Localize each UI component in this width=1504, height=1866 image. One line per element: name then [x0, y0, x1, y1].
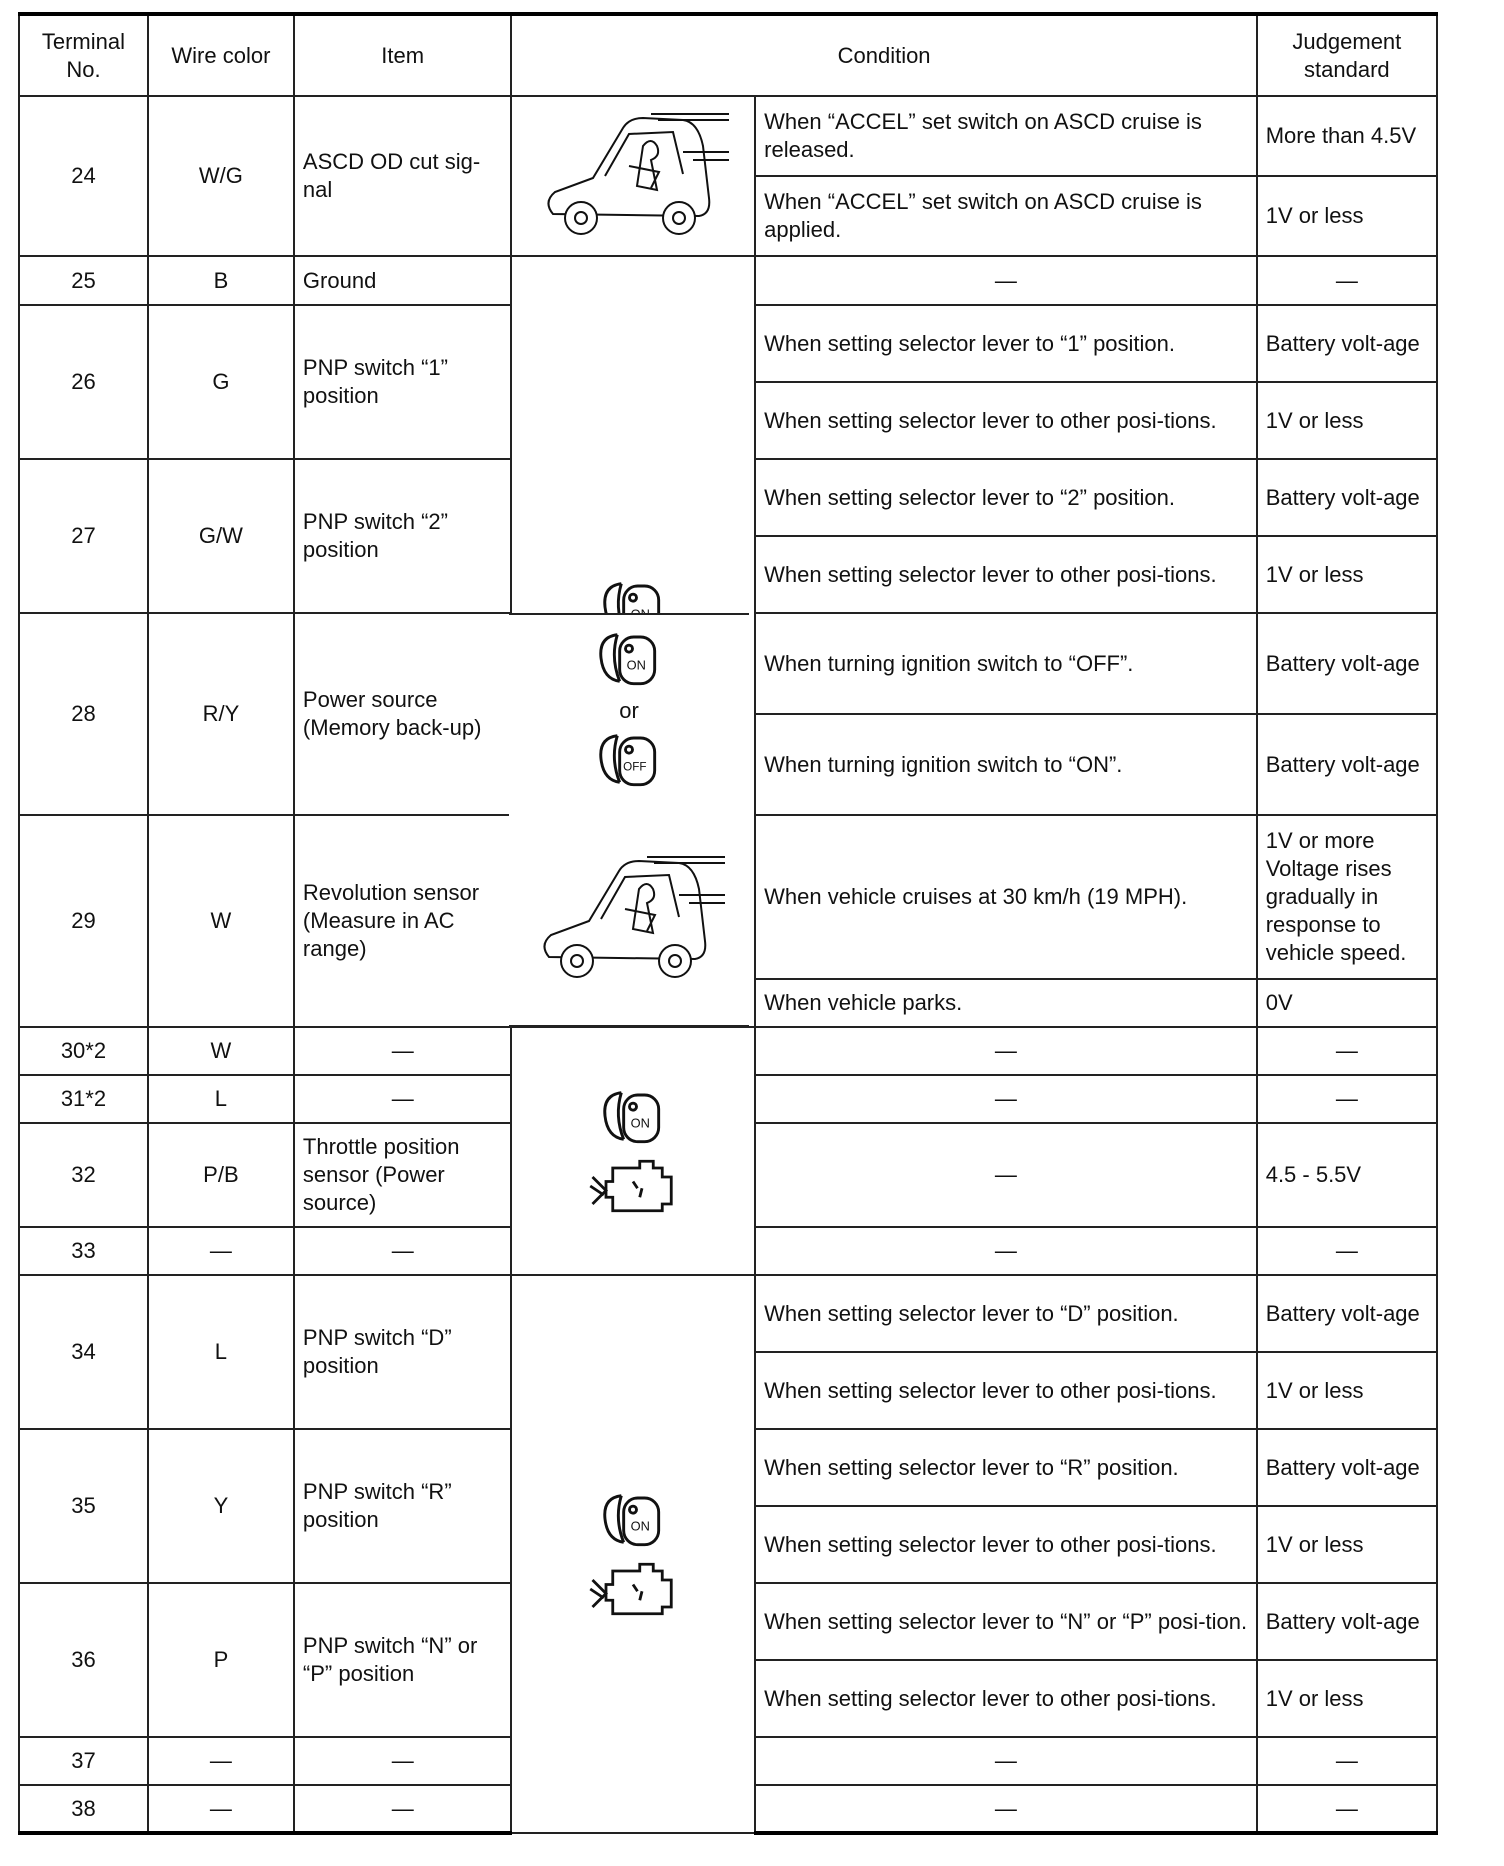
- wire-color: —: [148, 1785, 294, 1833]
- terminal-no: 25: [19, 256, 148, 305]
- judgement-value: Battery volt-age: [1257, 305, 1437, 382]
- judgement-value: Battery volt-age: [1257, 613, 1437, 714]
- condition-text: When setting selector lever to other posi-tions.: [755, 1506, 1257, 1583]
- header-judgement: Judgement standard: [1257, 14, 1437, 96]
- judgement-value: —: [1257, 1737, 1437, 1785]
- engine-running-icon: [588, 1554, 678, 1624]
- condition-picture: [511, 1275, 755, 1833]
- item-label: PNP switch “N” or “P” position: [294, 1583, 512, 1737]
- item-label: —: [294, 1027, 512, 1075]
- wire-color: —: [148, 1227, 294, 1275]
- condition-text: When “ACCEL” set switch on ASCD cruise is released.: [755, 96, 1257, 176]
- judgement-value: Battery volt-age: [1257, 459, 1437, 536]
- condition-text: When turning ignition switch to “ON”.: [755, 714, 1257, 815]
- wire-color: W/G: [148, 96, 294, 256]
- terminal-no: 38: [19, 1785, 148, 1833]
- terminal-no: 33: [19, 1227, 148, 1275]
- item-label: Ground: [294, 256, 512, 305]
- condition-text: When setting selector lever to “R” position.: [755, 1429, 1257, 1506]
- item-label: PNP switch “1” position: [294, 305, 512, 459]
- item-label: PNP switch “R” position: [294, 1429, 512, 1583]
- table-row: [19, 1275, 1437, 1352]
- condition-text: —: [755, 1123, 1257, 1227]
- judgement-value: Battery volt-age: [1257, 714, 1437, 815]
- judgement-value: 1V or less: [1257, 176, 1437, 256]
- condition-text: When vehicle cruises at 30 km/h (19 MPH).: [755, 815, 1257, 979]
- engine-running-icon: [588, 1151, 678, 1221]
- condition-text: When setting selector lever to other posi-tions.: [755, 1660, 1257, 1737]
- condition-text: When setting selector lever to “N” or “P” posi-tion.: [755, 1583, 1257, 1660]
- header-wire-color: Wire color: [148, 14, 294, 96]
- judgement-value: —: [1257, 256, 1437, 305]
- terminal-no: 24: [19, 96, 148, 256]
- judgement-value: 1V or less: [1257, 382, 1437, 459]
- item-label: PNP switch “D” position: [294, 1275, 512, 1429]
- table-row: [19, 96, 1437, 176]
- terminal-no: 35: [19, 1429, 148, 1583]
- condition-text: —: [755, 256, 1257, 305]
- wire-color: P: [148, 1583, 294, 1737]
- judgement-value: 1V or less: [1257, 536, 1437, 613]
- item-label: —: [294, 1075, 512, 1123]
- terminal-no: 26: [19, 305, 148, 459]
- condition-picture: [511, 1027, 755, 1275]
- judgement-value: Battery volt-age: [1257, 1275, 1437, 1352]
- judgement-value: 1V or less: [1257, 1352, 1437, 1429]
- judgement-value: —: [1257, 1075, 1437, 1123]
- terminal-no: 37: [19, 1737, 148, 1785]
- wire-color: —: [148, 1737, 294, 1785]
- item-label: —: [294, 1737, 512, 1785]
- terminal-no: 30*2: [19, 1027, 148, 1075]
- car-driver-icon: [533, 106, 733, 246]
- condition-text: —: [755, 1227, 1257, 1275]
- judgement-value: —: [1257, 1785, 1437, 1833]
- judgement-value: 1V or less: [1257, 1660, 1437, 1737]
- condition-text: —: [755, 1075, 1257, 1123]
- wire-color: P/B: [148, 1123, 294, 1227]
- wire-color: Y: [148, 1429, 294, 1583]
- car-driver-icon: [529, 849, 729, 989]
- ignition-key-on-icon: [594, 623, 664, 693]
- condition-text: When setting selector lever to “D” position.: [755, 1275, 1257, 1352]
- condition-text: When “ACCEL” set switch on ASCD cruise is applied.: [755, 176, 1257, 256]
- judgement-value: 4.5 - 5.5V: [1257, 1123, 1437, 1227]
- judgement-value: —: [1257, 1027, 1437, 1075]
- ignition-key-off-icon: [594, 724, 664, 794]
- wire-color: B: [148, 256, 294, 305]
- wire-color: L: [148, 1075, 294, 1123]
- judgement-value: 0V: [1257, 979, 1437, 1027]
- terminal-no: 36: [19, 1583, 148, 1737]
- terminal-no: 34: [19, 1275, 148, 1429]
- condition-text: When vehicle parks.: [755, 979, 1257, 1027]
- item-label: ASCD OD cut sig-nal: [294, 96, 512, 256]
- judgement-value: 1V or less: [1257, 1506, 1437, 1583]
- header-terminal: Terminal No.: [19, 14, 148, 96]
- wire-color: G/W: [148, 459, 294, 613]
- terminal-no: 32: [19, 1123, 148, 1227]
- condition-text: When setting selector lever to other posi-tions.: [755, 382, 1257, 459]
- condition-text: When setting selector lever to “2” position.: [755, 459, 1257, 536]
- terminal-no: 27: [19, 459, 148, 613]
- header-item: Item: [294, 14, 512, 96]
- terminal-no: 29: [19, 815, 148, 1027]
- or-label: or: [619, 698, 639, 723]
- wire-color: W: [148, 1027, 294, 1075]
- condition-text: When setting selector lever to “1” position.: [755, 305, 1257, 382]
- item-label: Power source (Memory back-up): [294, 613, 512, 815]
- judgement-value: —: [1257, 1227, 1437, 1275]
- header-condition: Condition: [511, 14, 1256, 96]
- condition-picture: [509, 815, 749, 1027]
- table-row: [19, 1027, 1437, 1075]
- judgement-value: 1V or more Voltage rises gradually in response to vehicle speed.: [1257, 815, 1437, 979]
- judgement-value: Battery volt-age: [1257, 1583, 1437, 1660]
- item-label: Throttle position sensor (Power source): [294, 1123, 512, 1227]
- table-row: [19, 256, 1437, 305]
- condition-picture: [511, 96, 755, 256]
- wire-color: L: [148, 1275, 294, 1429]
- ignition-key-on-icon: [598, 1081, 668, 1151]
- condition-text: When turning ignition switch to “OFF”.: [755, 613, 1257, 714]
- terminal-no: 31*2: [19, 1075, 148, 1123]
- wire-color: G: [148, 305, 294, 459]
- item-label: Revolution sensor (Measure in AC range): [294, 815, 512, 1027]
- condition-text: —: [755, 1027, 1257, 1075]
- judgement-value: More than 4.5V: [1257, 96, 1437, 176]
- condition-picture: [509, 613, 749, 817]
- wire-color: R/Y: [148, 613, 294, 815]
- terminal-no: 28: [19, 613, 148, 815]
- judgement-value: Battery volt-age: [1257, 1429, 1437, 1506]
- condition-text: —: [755, 1785, 1257, 1833]
- condition-text: When setting selector lever to other posi-tions.: [755, 1352, 1257, 1429]
- condition-text: When setting selector lever to other posi-tions.: [755, 536, 1257, 613]
- wire-color: W: [148, 815, 294, 1027]
- condition-text: —: [755, 1737, 1257, 1785]
- ignition-key-on-icon: [598, 1484, 668, 1554]
- item-label: —: [294, 1785, 512, 1833]
- item-label: —: [294, 1227, 512, 1275]
- item-label: PNP switch “2” position: [294, 459, 512, 613]
